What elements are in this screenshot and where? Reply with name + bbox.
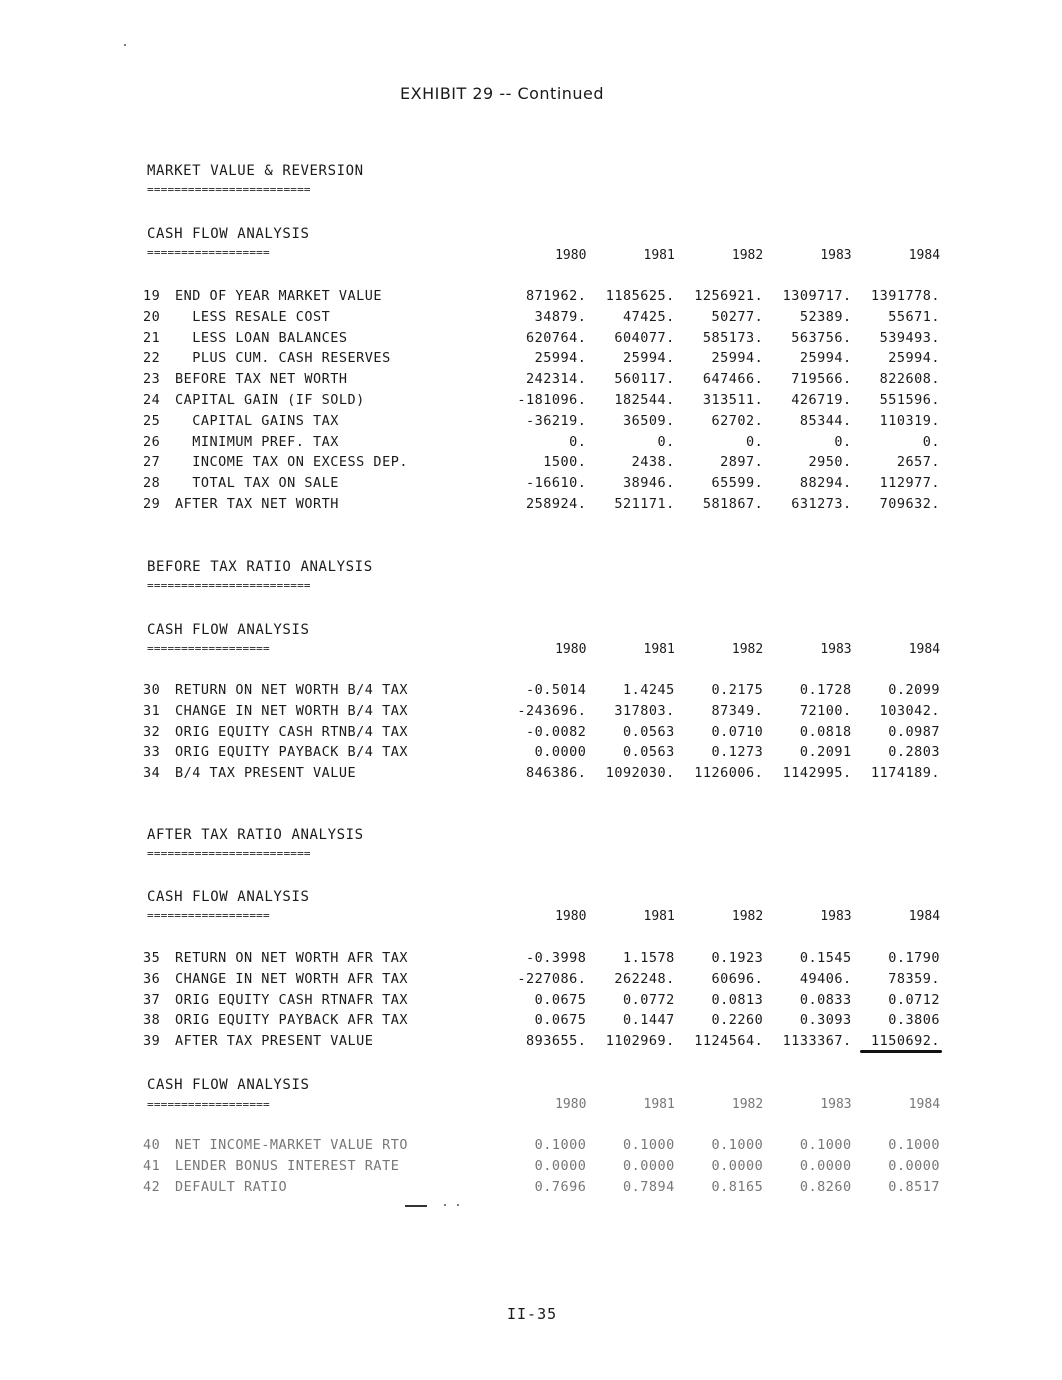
cell-value: 0.1000 xyxy=(711,1137,764,1153)
section-title-after-tax: AFTER TAX RATIO ANALYSIS xyxy=(147,827,364,843)
cell-value: 0.1000 xyxy=(623,1137,675,1153)
cell-value: 0.8517 xyxy=(888,1178,941,1195)
table-row xyxy=(143,682,940,698)
row-number: 41 xyxy=(143,1157,161,1174)
cell-value: 2438. xyxy=(631,454,675,471)
table-row xyxy=(143,1179,940,1195)
table-row xyxy=(143,950,940,966)
cell-value: 52389. xyxy=(799,308,852,325)
cell-value: 1126006. xyxy=(694,765,764,782)
row-values xyxy=(498,309,940,325)
cell-value: 846386. xyxy=(526,765,587,782)
cell-value: -0.0082 xyxy=(526,723,587,740)
cell-value: 182544. xyxy=(614,392,675,408)
cell-value: 0.0563 xyxy=(623,723,675,740)
row-label: AFTER TAX NET WORTH xyxy=(175,496,339,512)
row-label: RETURN ON NET WORTH AFR TAX xyxy=(175,950,408,966)
cell-value: 112977. xyxy=(879,475,941,492)
row-label: ORIG EQUITY PAYBACK B/4 TAX xyxy=(175,744,408,761)
rule: ======================== xyxy=(147,579,311,592)
cell-value: 1150692. xyxy=(871,1033,941,1050)
cell-value: 88294. xyxy=(799,475,852,492)
cell-value: 85344. xyxy=(799,412,852,429)
row-values xyxy=(498,434,940,450)
cell-value: 0.1000 xyxy=(888,1137,941,1153)
cell-value: 1174189. xyxy=(871,765,941,782)
year-label: 1982 xyxy=(731,909,764,924)
cell-value: 72100. xyxy=(799,702,852,719)
cell-value: 38946. xyxy=(623,475,675,492)
table-row xyxy=(143,475,940,491)
cell-value: 25994. xyxy=(711,350,764,367)
cell-value: 1185625. xyxy=(605,288,675,304)
cell-value: 1309717. xyxy=(782,288,852,304)
row-number: 31 xyxy=(143,702,161,719)
cell-value: 25994. xyxy=(888,350,941,367)
table-row xyxy=(143,434,940,450)
rule: ======================== xyxy=(147,183,311,196)
cell-value: 0.0000 xyxy=(799,1157,852,1174)
cell-value: 631273. xyxy=(791,496,852,512)
table-row xyxy=(143,1012,940,1028)
cell-value: -227086. xyxy=(517,970,587,987)
row-number: 21 xyxy=(143,329,161,346)
rule: ================== xyxy=(147,909,270,922)
table-row xyxy=(143,330,940,346)
cell-value: 25994. xyxy=(623,350,675,367)
cell-value: 103042. xyxy=(879,702,941,719)
table-row xyxy=(143,1033,940,1049)
row-label: MINIMUM PREF. TAX xyxy=(175,433,339,450)
row-label: LESS LOAN BALANCES xyxy=(175,329,348,346)
row-label: CAPITAL GAIN (IF SOLD) xyxy=(175,392,365,408)
row-values xyxy=(498,1179,940,1195)
row-values xyxy=(498,288,940,304)
cell-value: 0.0813 xyxy=(711,991,764,1008)
table-row xyxy=(143,413,940,429)
cell-value: 0.1728 xyxy=(799,682,852,698)
cell-value: 0. xyxy=(657,433,675,450)
exhibit-title: EXHIBIT 29 -- Continued xyxy=(400,84,605,103)
row-number: 23 xyxy=(143,371,161,388)
cell-value: 55671. xyxy=(888,308,941,325)
table-row xyxy=(143,454,940,470)
cell-value: 620764. xyxy=(526,329,587,346)
row-values xyxy=(498,950,940,966)
cell-value: 0.2091 xyxy=(799,744,852,761)
subsection-title: CASH FLOW ANALYSIS xyxy=(147,226,310,242)
row-values xyxy=(498,496,940,512)
cell-value: -36219. xyxy=(526,412,587,429)
row-number: 25 xyxy=(143,412,161,429)
cell-value: 0. xyxy=(834,433,852,450)
cell-value: 0.1923 xyxy=(711,950,764,966)
subsection-title: CASH FLOW ANALYSIS xyxy=(147,622,310,638)
row-number: 32 xyxy=(143,723,161,740)
handwritten-underline xyxy=(860,1050,942,1053)
year-header-row xyxy=(498,1097,940,1112)
cell-value: 893655. xyxy=(526,1033,587,1050)
table-row xyxy=(143,992,940,1008)
cell-value: 1.4245 xyxy=(623,682,675,698)
cell-value: 0.8165 xyxy=(711,1178,764,1195)
stray-dot xyxy=(444,1204,446,1206)
cell-value: 871962. xyxy=(526,288,587,304)
row-values xyxy=(498,724,940,740)
cell-value: -181096. xyxy=(517,392,587,408)
year-label: 1984 xyxy=(908,909,941,924)
row-number: 40 xyxy=(143,1137,161,1153)
cell-value: 0.0000 xyxy=(711,1157,764,1174)
row-values xyxy=(498,765,940,781)
cell-value: 581867. xyxy=(702,496,764,512)
cell-value: 0.3093 xyxy=(799,1012,852,1029)
row-values xyxy=(498,454,940,470)
row-number: 28 xyxy=(143,475,161,492)
cell-value: 709632. xyxy=(879,496,941,512)
stray-dot xyxy=(124,44,126,46)
row-number: 33 xyxy=(143,744,161,761)
table-row xyxy=(143,724,940,740)
cell-value: 262248. xyxy=(614,970,675,987)
rule: ================== xyxy=(147,642,270,655)
rule: ================== xyxy=(147,1098,270,1111)
rule: ======================== xyxy=(147,847,311,860)
cell-value: 0.0000 xyxy=(534,744,587,761)
year-label: 1983 xyxy=(820,1097,852,1112)
cell-value: 0.0772 xyxy=(623,991,675,1008)
cell-value: -243696. xyxy=(517,702,587,719)
cell-value: 0.3806 xyxy=(888,1012,941,1029)
cell-value: 1092030. xyxy=(605,765,675,782)
row-number: 36 xyxy=(143,970,161,987)
row-label: END OF YEAR MARKET VALUE xyxy=(175,288,383,304)
cell-value: 0.0710 xyxy=(711,723,764,740)
year-header-row xyxy=(498,248,940,263)
cell-value: 2657. xyxy=(896,454,941,471)
row-number: 27 xyxy=(143,454,161,471)
cell-value: 50277. xyxy=(711,308,764,325)
row-label: RETURN ON NET WORTH B/4 TAX xyxy=(175,682,408,698)
cell-value: 0.7894 xyxy=(623,1178,675,1195)
rule: ================== xyxy=(147,246,270,259)
section-title-before-tax: BEFORE TAX RATIO ANALYSIS xyxy=(147,559,373,575)
cell-value: 110319. xyxy=(879,412,941,429)
table-row xyxy=(143,744,940,760)
cell-value: 563756. xyxy=(791,329,852,346)
cell-value: 647466. xyxy=(702,371,764,388)
cell-value: 25994. xyxy=(534,350,587,367)
year-label: 1981 xyxy=(643,248,675,263)
subsection-title: CASH FLOW ANALYSIS xyxy=(147,889,310,905)
cell-value: 87349. xyxy=(711,702,764,719)
cell-value: 822608. xyxy=(879,371,941,388)
year-label: 1984 xyxy=(908,248,941,263)
cell-value: 604077. xyxy=(614,329,675,346)
cell-value: 0.2175 xyxy=(711,682,764,698)
year-label: 1982 xyxy=(731,1097,764,1112)
cell-value: 0.7696 xyxy=(534,1178,587,1195)
year-label: 1980 xyxy=(555,248,587,263)
cell-value: 719566. xyxy=(791,371,852,388)
cell-value: 1142995. xyxy=(782,765,852,782)
table-row xyxy=(143,392,940,408)
row-number: 30 xyxy=(143,682,161,698)
cell-value: 0.0000 xyxy=(623,1157,675,1174)
year-label: 1982 xyxy=(731,642,764,657)
cell-value: 0.1273 xyxy=(711,744,764,761)
cell-value: 0.0833 xyxy=(799,991,852,1008)
cell-value: 0.1000 xyxy=(799,1137,852,1153)
cell-value: 242314. xyxy=(526,371,587,388)
cell-value: 426719. xyxy=(791,392,852,408)
row-number: 19 xyxy=(143,288,161,304)
row-number: 22 xyxy=(143,350,161,367)
cell-value: 0.2099 xyxy=(888,682,941,698)
cell-value: 62702. xyxy=(711,412,764,429)
subsection-title: CASH FLOW ANALYSIS xyxy=(147,1077,310,1093)
row-number: 35 xyxy=(143,950,161,966)
year-label: 1982 xyxy=(731,248,764,263)
cell-value: 47425. xyxy=(623,308,675,325)
year-label: 1983 xyxy=(820,248,852,263)
section-title-market: MARKET VALUE & REVERSION xyxy=(147,163,364,179)
year-label: 1984 xyxy=(908,1097,941,1112)
cell-value: 0.0712 xyxy=(888,991,941,1008)
row-number: 20 xyxy=(143,308,161,325)
cell-value: 0. xyxy=(745,433,764,450)
table-row xyxy=(143,971,940,987)
table-row xyxy=(143,1158,940,1174)
cell-value: 0.0675 xyxy=(534,1012,587,1029)
row-values xyxy=(498,682,940,698)
cell-value: 1500. xyxy=(543,454,587,471)
year-label: 1980 xyxy=(555,642,587,657)
cell-value: 313511. xyxy=(702,392,764,408)
row-number: 29 xyxy=(143,496,161,512)
cell-value: 49406. xyxy=(799,970,852,987)
cell-value: 0.8260 xyxy=(799,1178,852,1195)
cell-value: 0.0563 xyxy=(623,744,675,761)
row-values xyxy=(498,992,940,1008)
cell-value: -0.5014 xyxy=(526,682,587,698)
cell-value: 0.2260 xyxy=(711,1012,764,1029)
cell-value: 36509. xyxy=(623,412,675,429)
row-values xyxy=(498,371,940,387)
cell-value: 551596. xyxy=(879,392,941,408)
row-values xyxy=(498,392,940,408)
year-label: 1980 xyxy=(555,1097,587,1112)
row-number: 34 xyxy=(143,765,161,782)
row-number: 24 xyxy=(143,392,161,408)
row-values xyxy=(498,475,940,491)
cell-value: 0.1790 xyxy=(888,950,941,966)
year-label: 1980 xyxy=(555,909,587,924)
cell-value: 539493. xyxy=(879,329,941,346)
cell-value: 2897. xyxy=(720,454,764,471)
cell-value: 0. xyxy=(569,433,587,450)
row-label: DEFAULT RATIO xyxy=(175,1178,288,1195)
row-label: TOTAL TAX ON SALE xyxy=(175,475,339,492)
year-label: 1983 xyxy=(820,909,852,924)
cell-value: 0.0818 xyxy=(799,723,852,740)
cell-value: 0.2803 xyxy=(888,744,941,761)
row-values xyxy=(498,1137,940,1153)
row-label: CAPITAL GAINS TAX xyxy=(175,412,339,429)
row-values xyxy=(498,1033,940,1049)
cell-value: -0.3998 xyxy=(526,950,587,966)
row-label: LENDER BONUS INTEREST RATE xyxy=(175,1157,400,1174)
table-row xyxy=(143,1137,940,1153)
cell-value: 0.0987 xyxy=(888,723,941,740)
year-label: 1981 xyxy=(643,909,675,924)
table-row xyxy=(143,288,940,304)
row-label: ORIG EQUITY CASH RTNB/4 TAX xyxy=(175,723,408,740)
row-values xyxy=(498,350,940,366)
stray-dot xyxy=(457,1204,459,1206)
row-label: BEFORE TAX NET WORTH xyxy=(175,371,348,388)
row-label: ORIG EQUITY PAYBACK AFR TAX xyxy=(175,1012,408,1029)
cell-value: 0.0000 xyxy=(888,1157,941,1174)
cell-value: 65599. xyxy=(711,475,764,492)
cell-value: 0. xyxy=(922,433,941,450)
cell-value: 1102969. xyxy=(605,1033,675,1050)
row-label: ORIG EQUITY CASH RTNAFR TAX xyxy=(175,991,408,1008)
year-label: 1984 xyxy=(908,642,941,657)
cell-value: 1.1578 xyxy=(623,950,675,966)
table-row xyxy=(143,350,940,366)
row-number: 39 xyxy=(143,1033,161,1050)
row-values xyxy=(498,330,940,346)
cell-value: 585173. xyxy=(702,329,764,346)
cell-value: 560117. xyxy=(614,371,675,388)
row-number: 42 xyxy=(143,1178,161,1195)
row-number: 26 xyxy=(143,433,161,450)
table-row xyxy=(143,371,940,387)
stray-mark xyxy=(405,1205,427,1207)
row-label: AFTER TAX PRESENT VALUE xyxy=(175,1033,374,1050)
cell-value: -16610. xyxy=(526,475,587,492)
cell-value: 521171. xyxy=(614,496,675,512)
cell-value: 0.0675 xyxy=(534,991,587,1008)
cell-value: 0.1447 xyxy=(623,1012,675,1029)
table-row xyxy=(143,309,940,325)
cell-value: 0.1545 xyxy=(799,950,852,966)
row-label: PLUS CUM. CASH RESERVES xyxy=(175,350,391,367)
cell-value: 1124564. xyxy=(694,1033,764,1050)
year-header-row xyxy=(498,909,940,924)
row-values xyxy=(498,703,940,719)
cell-value: 78359. xyxy=(888,970,941,987)
table-row xyxy=(143,765,940,781)
year-label: 1981 xyxy=(643,1097,675,1112)
cell-value: 317803. xyxy=(614,702,675,719)
year-label: 1983 xyxy=(820,642,852,657)
row-label: INCOME TAX ON EXCESS DEP. xyxy=(175,454,408,471)
year-header-row xyxy=(498,642,940,657)
row-label: B/4 TAX PRESENT VALUE xyxy=(175,765,357,782)
row-values xyxy=(498,413,940,429)
cell-value: 2950. xyxy=(808,454,852,471)
row-number: 37 xyxy=(143,991,161,1008)
cell-value: 25994. xyxy=(799,350,852,367)
table-row xyxy=(143,496,940,512)
cell-value: 0.0000 xyxy=(534,1157,587,1174)
cell-value: 1133367. xyxy=(782,1033,852,1050)
row-label: CHANGE IN NET WORTH B/4 TAX xyxy=(175,702,408,719)
cell-value: 1391778. xyxy=(871,288,941,304)
year-label: 1981 xyxy=(643,642,675,657)
row-label: CHANGE IN NET WORTH AFR TAX xyxy=(175,970,408,987)
cell-value: 60696. xyxy=(711,970,764,987)
cell-value: 0.1000 xyxy=(534,1137,587,1153)
table-row xyxy=(143,703,940,719)
cell-value: 258924. xyxy=(526,496,587,512)
row-number: 38 xyxy=(143,1012,161,1029)
row-values xyxy=(498,1158,940,1174)
row-values xyxy=(498,971,940,987)
row-values xyxy=(498,1012,940,1028)
row-label: NET INCOME-MARKET VALUE RTO xyxy=(175,1137,408,1153)
cell-value: 34879. xyxy=(534,308,587,325)
row-label: LESS RESALE COST xyxy=(175,308,331,325)
cell-value: 1256921. xyxy=(694,288,764,304)
page-number: II-35 xyxy=(507,1305,558,1323)
row-values xyxy=(498,744,940,760)
